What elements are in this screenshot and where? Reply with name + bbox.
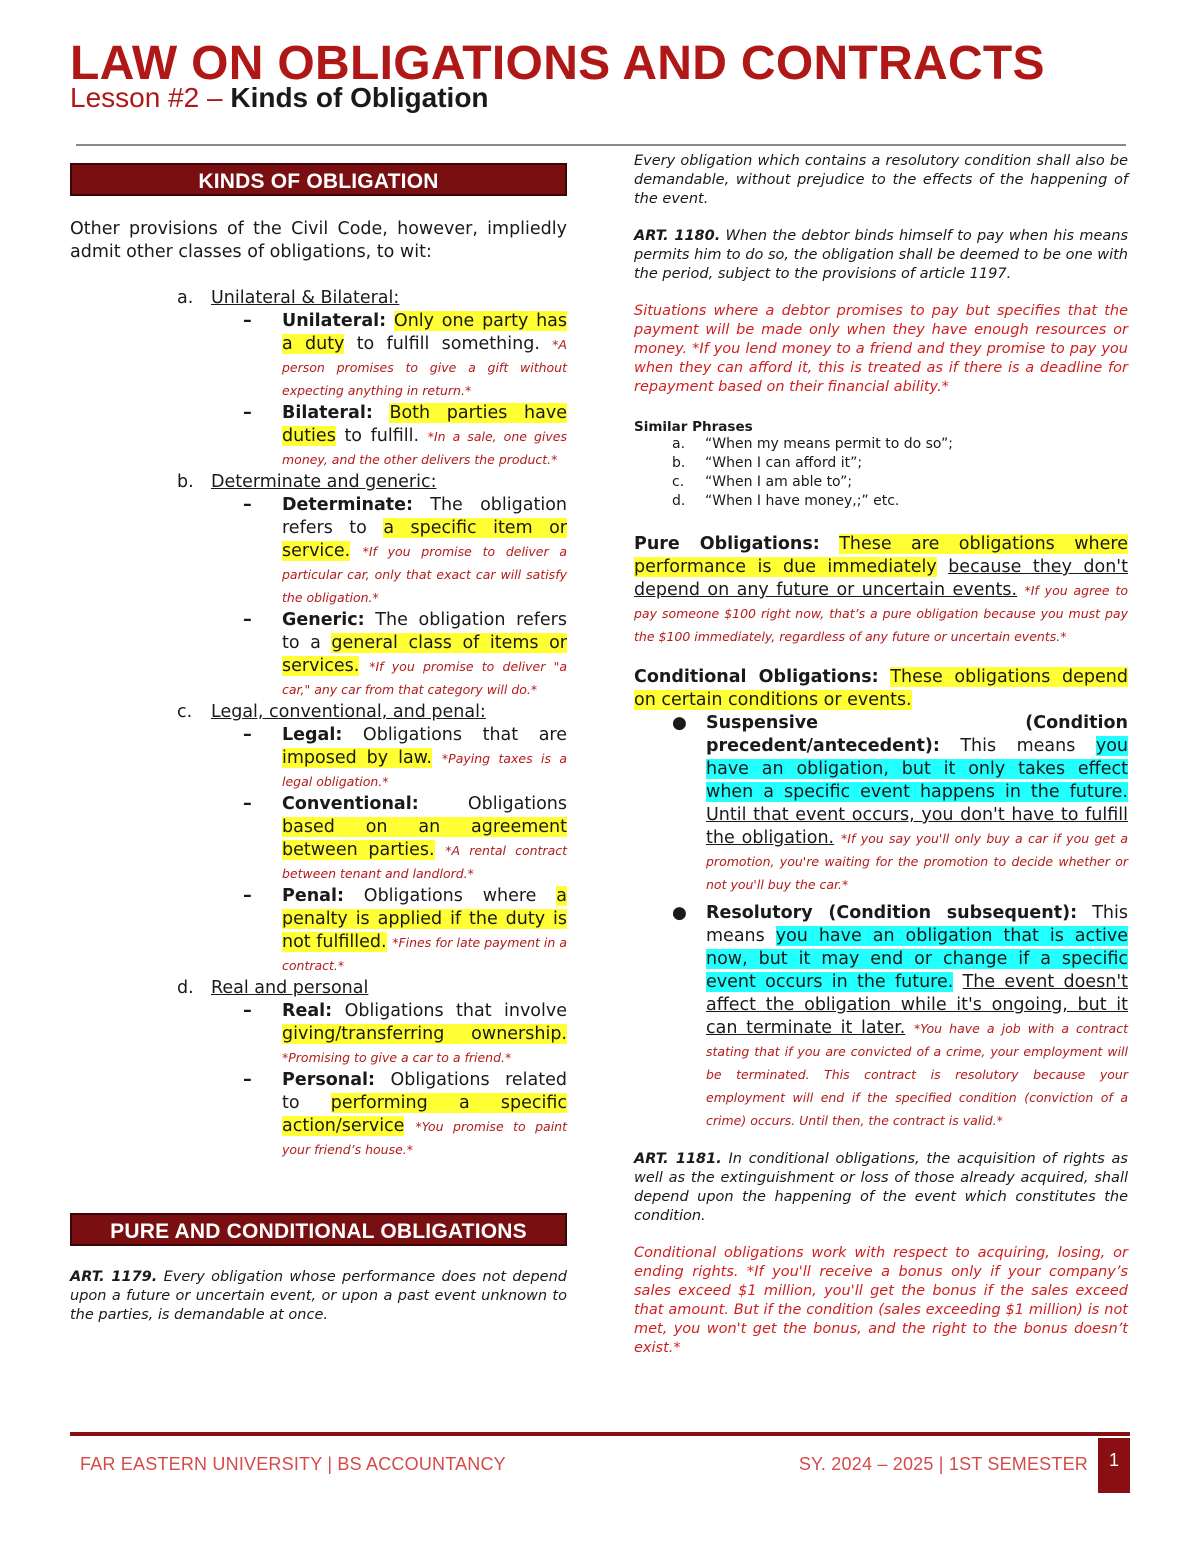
- list-letter: c.: [672, 474, 685, 490]
- term: Pure Obligations:: [634, 534, 820, 554]
- article-label: ART. 1180.: [634, 228, 721, 244]
- highlight: a specific item or service.: [282, 518, 567, 561]
- category-title: Real and personal: [211, 978, 369, 998]
- document-title: LAW ON OBLIGATIONS AND CONTRACTS: [70, 37, 1045, 90]
- similar-phrases-list: [634, 435, 1128, 511]
- underlined-text: The event doesn't affect the obligation while it's ongoing, but it can terminate it later.: [706, 972, 1128, 1038]
- highlight: based on an agreement between parties.: [282, 817, 567, 860]
- category-title: Legal, conventional, and penal:: [211, 702, 486, 722]
- example: *If you promise to deliver "a car," any car from that category will do.*: [282, 659, 567, 697]
- term: Conventional:: [282, 794, 419, 814]
- example: *In a sale, one gives money, and the other delivers the product.*: [282, 429, 567, 467]
- text: The obligation refers to a: [282, 610, 567, 653]
- term: Resolutory (Condition subsequent):: [706, 903, 1078, 923]
- example: *Promising to give a car to a friend.*: [282, 1050, 512, 1065]
- text: Obligations where: [343, 886, 557, 906]
- highlight: These obligations depend on certain conditions or events.: [634, 667, 1128, 710]
- example: *You have a job with a contract stating that if you are convicted of a crime, your employment will be terminated. This contract is resolutory because your employment will end if the specified condition (conviction of a crime) occurs. Until then, the contract is valid.*: [706, 1021, 1128, 1128]
- term: Conditional Obligations:: [634, 667, 879, 687]
- example: *If you promise to deliver a particular car, only that exact car will satisfy the obligation.*: [282, 544, 567, 605]
- list-text: “When my means permit to do so”;: [705, 436, 953, 452]
- bullet-suspensive: ● Suspensive (Condition precedent/antecedent): This means you have an obligation, but it only takes effect when a specific event happens in the future. Until that event occurs, you don't have to fulfill the obligation. *If you say you'll only buy a car if you get a promotion, you're waiting for the promotion to decide whether or not you'll buy the car.*: [672, 713, 1128, 892]
- article-label: ART. 1179.: [70, 1269, 158, 1285]
- category-letter: b.: [177, 472, 194, 492]
- item-legal: – Legal: Obligations that are imposed by law. *Paying taxes is a legal obligation.*: [243, 725, 567, 789]
- item-conventional: – Conventional: Obligations based on an agreement between parties. *A rental contract between tenant and landlord.*: [243, 794, 567, 881]
- term: Personal:: [282, 1070, 376, 1090]
- footer-divider: [70, 1432, 1130, 1436]
- list-item: [672, 492, 1128, 511]
- category-a: [177, 287, 567, 310]
- header-divider: [76, 144, 1126, 146]
- term: Suspensive (Condition precedent/antecedent):: [706, 713, 1128, 756]
- text: This means: [706, 903, 1129, 946]
- highlight: a penalty is applied if the duty is not fulfilled.: [282, 886, 567, 952]
- example: *Paying taxes is a legal obligation.*: [282, 751, 567, 789]
- footer-semester: SY. 2024 – 2025 | 1ST SEMESTER: [798, 1454, 1088, 1474]
- example: *You promise to paint your friend’s house.*: [282, 1119, 567, 1157]
- term: Bilateral:: [282, 403, 373, 423]
- text: Obligations related to: [282, 1070, 567, 1113]
- term: Penal:: [282, 886, 344, 906]
- list-text: “When I have money,;” etc.: [705, 493, 900, 509]
- highlight: Both parties have duties: [282, 403, 567, 446]
- term: Unilateral:: [282, 311, 387, 331]
- item-generic: – Generic: The obligation refers to a general class of items or services. *If you promise to deliver "a car," any car from that category will do.*: [243, 610, 567, 697]
- category-letter: c.: [177, 702, 193, 722]
- list-letter: a.: [672, 436, 686, 452]
- lesson-topic: Kinds of Obligation: [230, 82, 489, 113]
- term: Generic:: [282, 610, 365, 630]
- list-text: “When I can afford it”;: [705, 455, 863, 471]
- item-unilateral: – Unilateral: Only one party has a duty to fulfill something. *A person promises to give a gift without expecting anything in return.*: [243, 311, 567, 398]
- item-determinate: – Determinate: The obligation refers to a specific item or service. *If you promise to deliver a particular car, only that exact car will satisfy the obligation.*: [243, 495, 567, 605]
- list-letter: b.: [672, 455, 686, 471]
- highlight: general class of items or services.: [282, 633, 567, 676]
- underlined-text: because they don't depend on any future or uncertain events.: [634, 557, 1128, 600]
- category-letter: d.: [177, 978, 194, 998]
- article-text: Every obligation whose performance does not depend upon a future or uncertain event, or upon a past event unknown to the parties, is demandable at once.: [70, 1269, 568, 1323]
- page-number: 1: [1098, 1438, 1130, 1493]
- example: *A rental contract between tenant and landlord.*: [282, 843, 567, 881]
- text: Obligations that involve: [332, 1001, 567, 1021]
- article-text: In conditional obligations, the acquisition of rights as well as the extinguishment or loss of those already acquired, shall depend upon the happening of the event which constitutes the condition.: [634, 1151, 1128, 1224]
- list-item: [672, 454, 1128, 473]
- footer-institution: FAR EASTERN UNIVERSITY | BS ACCOUNTANCY: [80, 1454, 506, 1474]
- list-text: “When I am able to”;: [705, 474, 853, 490]
- article-text: When the debtor binds himself to pay when his means permits him to do so, the obligation shall be deemed to be one with the period, subject to the provisions of article 1197.: [634, 228, 1128, 282]
- highlight: performing a specific action/service: [282, 1093, 568, 1136]
- similar-phrases-heading: Similar Phrases: [634, 419, 753, 435]
- item-real: – Real: Obligations that involve giving/transferring ownership. *Promising to give a car to a friend.*: [243, 1001, 567, 1065]
- text: This means: [939, 736, 1096, 756]
- article-label: ART. 1181.: [634, 1151, 722, 1167]
- item-bilateral: – Bilateral: Both parties have duties to fulfill. *In a sale, one gives money, and the other delivers the product.*: [243, 403, 567, 467]
- highlight: imposed by law.: [282, 748, 432, 768]
- right-column: [634, 152, 1128, 1358]
- intro-paragraph: Other provisions of the Civil Code, however, impliedly admit other classes of obligations, to wit:: [70, 219, 567, 262]
- underlined-text: Until that event occurs, you don't have to fulfill the obligation.: [706, 805, 1128, 848]
- highlight: you have an obligation that is active now, but it may end or change if a specific event occurs in the future.: [706, 926, 1129, 992]
- category-letter: a.: [177, 288, 194, 308]
- pure-obligations: [634, 533, 1128, 648]
- text: Obligations that are: [342, 725, 567, 745]
- example: *Fines for late payment in a contract.*: [282, 935, 567, 973]
- example: *If you say you'll only buy a car if you get a promotion, you're waiting for the promotion to decide whether or not you'll buy the car.*: [706, 831, 1128, 892]
- example: *A person promises to give a gift without expecting anything in return.*: [282, 337, 567, 398]
- article-1180: [634, 227, 1128, 284]
- category-title: Unilateral & Bilateral:: [211, 288, 400, 308]
- section-header-pure-conditional: PURE AND CONDITIONAL OBLIGATIONS: [70, 1213, 567, 1246]
- term: Real:: [282, 1001, 333, 1021]
- text: to fulfill something.: [344, 334, 540, 354]
- category-c: [177, 701, 567, 724]
- conditional-note: Conditional obligations work with respect to acquiring, losing, or ending rights. *If you'll receive a bonus only if your company’s sales exceed $1 million, you'll get the bonus if the sales exceed that amount. But if the condition (sales exceeding $1 million) is not met, you won't get the bonus, and the right to the bonus doesn’t exist.*: [634, 1245, 1128, 1356]
- term: Determinate:: [282, 495, 413, 515]
- situations-note: Situations where a debtor promises to pay but specifies that the payment will be made only when they have enough resources or money. *If you lend money to a friend and they promise to pay you when they can afford it, this is treated as if there is a deadline for repayment based on their financial ability.*: [634, 303, 1128, 395]
- conditional-obligations: [634, 666, 1128, 712]
- example: *If you agree to pay someone $100 right now, that’s a pure obligation because you must pay the $100 immediately, regardless of any future or uncertain events.*: [634, 583, 1128, 644]
- highlight: Only one party has a duty: [282, 311, 567, 354]
- highlight: These are obligations where performance is due immediately: [634, 534, 1128, 577]
- highlight: you have an obligation, but it only takes effect when a specific event happens in the future.: [706, 736, 1128, 802]
- text: to fulfill.: [335, 426, 420, 446]
- category-title: Determinate and generic:: [211, 472, 437, 492]
- text: Obligations: [418, 794, 567, 814]
- section-header-kinds: KINDS OF OBLIGATION: [70, 163, 567, 196]
- lesson-number: Lesson #2 –: [70, 82, 231, 113]
- bullet-resolutory: ● Resolutory (Condition subsequent): This means you have an obligation that is active now, but it may end or change if a specific event occurs in the future. The event doesn't affect the obligation while it's ongoing, but it can terminate it later. *You have a job with a contract stating that if you are convicted of a crime, your employment will be terminated. This contract is resolutory because your employment will end if the specified condition (conviction of a crime) occurs. Until then, the contract is valid.*: [672, 903, 1129, 1128]
- list-item: [672, 473, 1128, 492]
- category-d: [177, 977, 567, 1000]
- article-1179: [70, 1268, 567, 1325]
- item-personal: – Personal: Obligations related to performing a specific action/service *You promise to paint your friend’s house.*: [243, 1070, 568, 1157]
- lesson-subtitle: [70, 82, 489, 114]
- highlight: giving/transferring ownership.: [282, 1024, 567, 1044]
- resolutory-note: Every obligation which contains a resolutory condition shall also be demandable, without prejudice to the effects of the happening of the event.: [634, 153, 1128, 207]
- term: Legal:: [282, 725, 343, 745]
- text: The obligation refers to: [282, 495, 567, 538]
- item-penal: – Penal: Obligations where a penalty is applied if the duty is not fulfilled. *Fines for late payment in a contract.*: [243, 886, 567, 973]
- article-1181: [634, 1150, 1128, 1226]
- left-column: [70, 163, 567, 1325]
- list-item: [672, 435, 1128, 454]
- category-b: [177, 471, 567, 494]
- list-letter: d.: [672, 493, 686, 509]
